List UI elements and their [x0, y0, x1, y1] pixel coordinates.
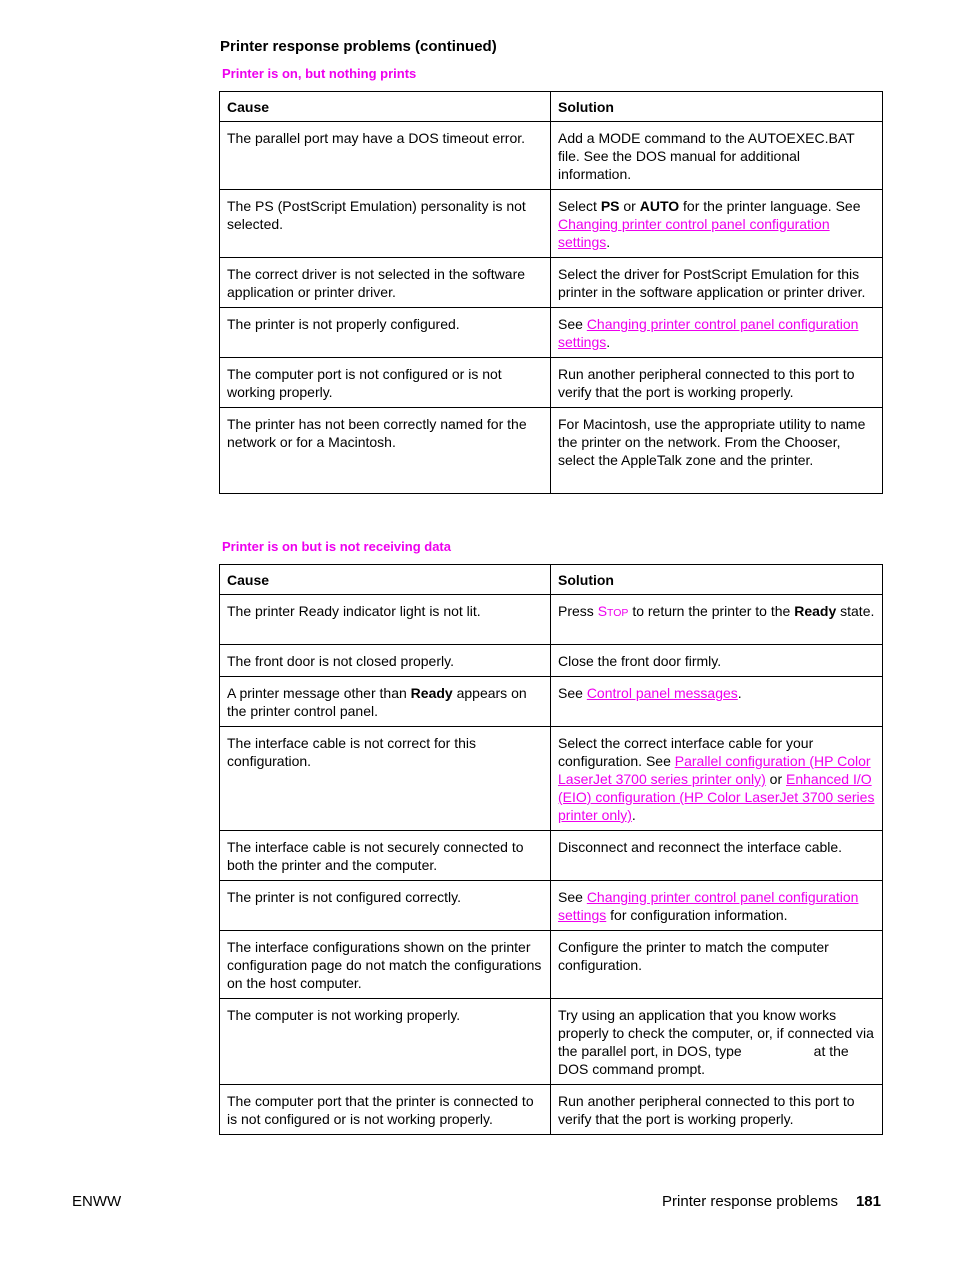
- cause-text: A printer message other than: [227, 685, 411, 701]
- nothing-prints-table: [219, 91, 883, 494]
- column-header-cause: Cause: [220, 565, 551, 595]
- solution-text: state.: [836, 603, 875, 619]
- cause-cell: The printer is not properly configured.: [220, 308, 551, 358]
- option-ps: PS: [600, 198, 620, 214]
- table-row: [220, 258, 883, 308]
- solution-text: .: [631, 807, 636, 823]
- table-header-row: [220, 92, 883, 122]
- solution-cell: For Macintosh, use the appropriate utility to name the printer on the network. From the Chooser, select the AppleTalk zone and the printer.: [551, 408, 883, 494]
- solution-text: or: [619, 198, 640, 214]
- section-heading-not-receiving-data: Printer is on but is not receiving data: [222, 539, 451, 554]
- solution-text: See: [558, 685, 587, 701]
- table-header-row: [220, 565, 883, 595]
- cause-cell: The printer has not been correctly named for the network or for a Macintosh.: [220, 408, 551, 494]
- cause-cell: The front door is not closed properly.: [220, 645, 551, 677]
- footer-section-title: Printer response problems: [662, 1193, 838, 1210]
- page-title: Printer response problems (continued): [220, 38, 497, 55]
- table-row: [220, 931, 883, 999]
- link-parallel-configuration[interactable]: Parallel configuration (HP Color LaserJet 3700 series printer only): [558, 753, 871, 787]
- cause-cell: The interface cable is not securely connected to both the printer and the computer.: [220, 831, 551, 881]
- table-row: [220, 358, 883, 408]
- table-row: [220, 645, 883, 677]
- cause-cell: The computer port is not configured or is not working properly.: [220, 358, 551, 408]
- not-receiving-data-table: [219, 564, 883, 1135]
- footer-left-label: ENWW: [72, 1193, 122, 1210]
- cause-cell: The PS (PostScript Emulation) personality is not selected.: [220, 190, 551, 258]
- link-changing-config-settings[interactable]: Changing printer control panel configuration settings: [558, 889, 859, 923]
- solution-text: to return the printer to the: [628, 603, 795, 619]
- solution-text: .: [606, 234, 611, 250]
- cause-cell: The printer is not configured correctly.: [220, 881, 551, 931]
- solution-cell: Add a MODE command to the AUTOEXEC.BAT file. See the DOS manual for additional information.: [551, 122, 883, 190]
- table-row: [220, 190, 883, 258]
- column-header-cause: Cause: [220, 92, 551, 122]
- footer-right: [662, 1192, 881, 1212]
- solution-cell: [551, 677, 883, 727]
- option-auto: AUTO: [639, 198, 680, 214]
- table-row: [220, 999, 883, 1085]
- ready-message-label: Ready: [410, 685, 453, 701]
- solution-text: .: [737, 685, 742, 701]
- table-row: [220, 677, 883, 727]
- table-row: [220, 831, 883, 881]
- ready-state-label: Ready: [794, 603, 837, 619]
- solution-cell: [551, 308, 883, 358]
- solution-text: for the printer language. See: [679, 198, 861, 214]
- link-eio-configuration[interactable]: Enhanced I/O (EIO) configuration (HP Color LaserJet 3700 series printer only): [558, 771, 875, 823]
- cause-cell: The printer Ready indicator light is not lit.: [220, 595, 551, 645]
- solution-cell: Configure the printer to match the computer configuration.: [551, 931, 883, 999]
- table-row: [220, 122, 883, 190]
- solution-text: See: [558, 316, 587, 332]
- solution-cell: [551, 595, 883, 645]
- cause-text: appears on the printer control panel.: [227, 685, 527, 719]
- solution-text: Press: [558, 603, 598, 619]
- solution-cell: [551, 727, 883, 831]
- solution-cell: Close the front door firmly.: [551, 645, 883, 677]
- solution-cell: [551, 881, 883, 931]
- solution-cell: Run another peripheral connected to this port to verify that the port is working properly.: [551, 358, 883, 408]
- table-row: [220, 595, 883, 645]
- solution-text: Try using an application that you know works properly to check the computer, or, if connected via the parallel port, in DOS, type: [558, 1007, 874, 1059]
- stop-key-label: [597, 603, 629, 619]
- solution-text: Select: [558, 198, 601, 214]
- stop-key-initial: S: [597, 603, 608, 619]
- cause-cell: The interface configurations shown on the printer configuration page do not match the configurations on the host computer.: [220, 931, 551, 999]
- cause-cell: [220, 677, 551, 727]
- solution-text: or: [765, 771, 787, 787]
- cause-cell: The correct driver is not selected in the software application or printer driver.: [220, 258, 551, 308]
- solution-text: for configuration information.: [606, 907, 788, 923]
- section-heading-nothing-prints: Printer is on, but nothing prints: [222, 66, 417, 81]
- table-row: [220, 308, 883, 358]
- solution-text: See: [558, 889, 587, 905]
- table-row: [220, 408, 883, 494]
- link-control-panel-messages[interactable]: Control panel messages: [586, 685, 738, 701]
- solution-cell: [551, 999, 883, 1085]
- column-header-solution: Solution: [551, 565, 883, 595]
- solution-cell: Disconnect and reconnect the interface cable.: [551, 831, 883, 881]
- cause-cell: The interface cable is not correct for this configuration.: [220, 727, 551, 831]
- table-row: [220, 1085, 883, 1135]
- table-row: [220, 727, 883, 831]
- table-row: [220, 881, 883, 931]
- cause-cell: The parallel port may have a DOS timeout error.: [220, 122, 551, 190]
- solution-text: at the DOS command prompt.: [558, 1043, 849, 1077]
- cause-cell: The computer port that the printer is connected to is not configured or is not working properly.: [220, 1085, 551, 1135]
- stop-key-rest: TOP: [607, 607, 629, 619]
- solution-cell: Select the driver for PostScript Emulation for this printer in the software application or printer driver.: [551, 258, 883, 308]
- link-changing-config-settings[interactable]: Changing printer control panel configuration settings: [558, 316, 859, 350]
- solution-text: Select the correct interface cable for your configuration. See: [558, 735, 814, 769]
- solution-text: .: [606, 334, 611, 350]
- column-header-solution: Solution: [551, 92, 883, 122]
- cause-cell: The computer is not working properly.: [220, 999, 551, 1085]
- solution-cell: Run another peripheral connected to this port to verify that the port is working properly.: [551, 1085, 883, 1135]
- link-changing-config-settings[interactable]: Changing printer control panel configuration settings: [558, 216, 830, 250]
- page-number: 181: [855, 1193, 881, 1210]
- solution-cell: [551, 190, 883, 258]
